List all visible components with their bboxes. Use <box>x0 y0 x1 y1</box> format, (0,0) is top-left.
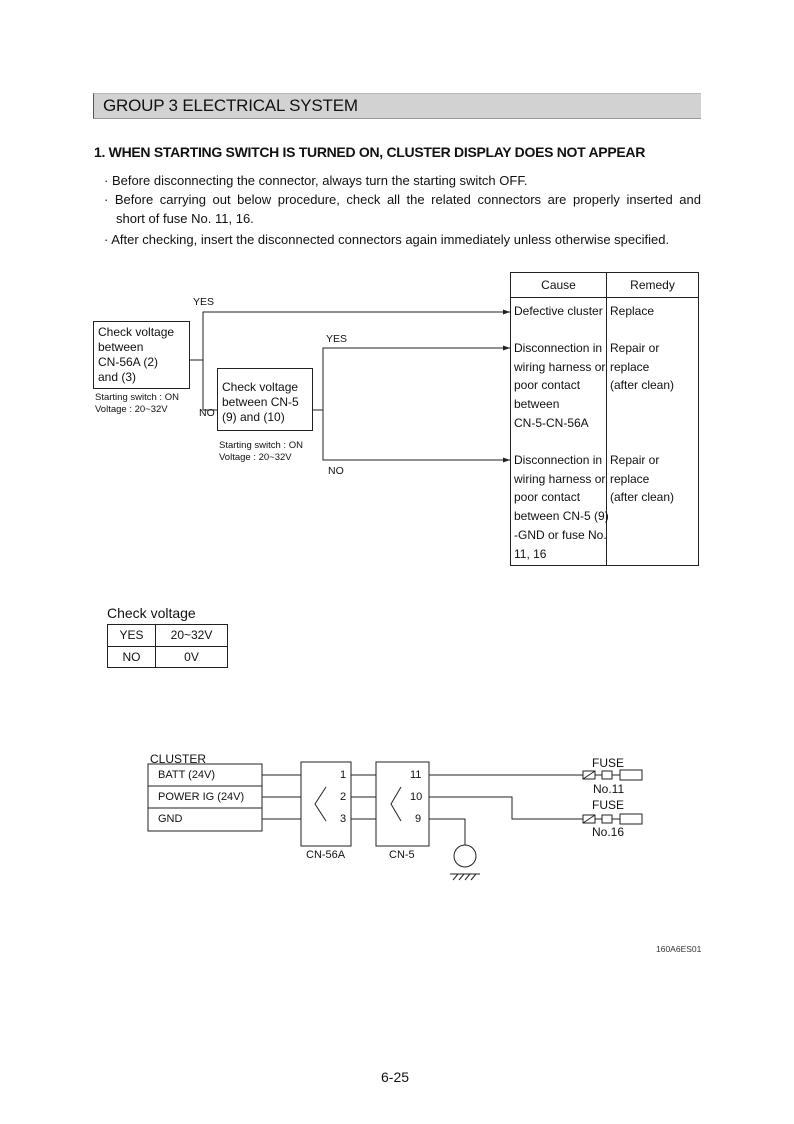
cause-line: poor contact <box>514 490 581 505</box>
cause-line: 11, 16 <box>514 546 547 561</box>
wire-to-ground <box>429 819 465 845</box>
no-line-1 <box>190 360 218 410</box>
fuse11-number: No.11 <box>593 782 625 796</box>
cause-line: Disconnection in <box>514 453 603 467</box>
ground-hatch <box>459 874 464 880</box>
cluster-row-gnd: GND <box>158 813 183 825</box>
check-box-2 <box>217 368 313 431</box>
cn56a-pin-2: 2 <box>340 791 347 803</box>
cn56a-mark <box>315 787 326 821</box>
remedy-cell-1 <box>610 302 654 321</box>
condition-1 <box>95 392 179 416</box>
cn5-label: CN-5 <box>389 849 415 861</box>
fuse16-holder <box>620 814 642 824</box>
cv-no: NO <box>122 650 141 664</box>
group-title: GROUP 3 ELECTRICAL SYSTEM <box>103 96 358 115</box>
remedy-line: (after clean) <box>610 378 675 393</box>
note-2-cont: short of fuse No. 11, 16. <box>116 211 254 226</box>
check-box-2-line: Check voltage <box>222 380 299 394</box>
drawing-code: 160A6ES01 <box>656 944 702 954</box>
condition-1-line: Starting switch : ON <box>95 392 179 403</box>
table-header-divider <box>511 297 698 298</box>
fuse16-body <box>602 815 612 823</box>
cn56a-label: CN-56A <box>306 849 346 861</box>
check-box-1 <box>93 321 190 389</box>
no-line-2 <box>313 410 510 460</box>
cv-row-divider <box>108 646 227 647</box>
ground-hatch <box>453 874 458 880</box>
fuse16-label: FUSE <box>592 798 625 812</box>
yes-line-1 <box>190 312 510 360</box>
cause-remedy-table <box>510 272 699 566</box>
arrow-3 <box>503 458 510 463</box>
cv-yes: YES <box>119 628 144 642</box>
ground-hatch <box>465 874 470 880</box>
note-2: · Before carrying out below procedure, check all the related connectors are properly inserted and <box>104 192 701 207</box>
cause-line: -GND or fuse No. <box>514 527 607 542</box>
yes-label-1: YES <box>193 296 215 308</box>
cluster-label: CLUSTER <box>150 752 207 766</box>
header-cause: Cause <box>541 278 576 292</box>
page-number: 6-25 <box>381 1069 410 1085</box>
remedy-line: Repair or replace <box>610 453 660 486</box>
cause-line: wiring harness or <box>514 471 606 486</box>
wiring-diagram <box>0 740 794 890</box>
remedy-line: (after clean) <box>610 490 675 505</box>
remedy-cell-2 <box>610 339 698 395</box>
cause-line: wiring harness or <box>514 359 606 374</box>
cn5-pin-9: 9 <box>415 813 422 825</box>
section-title: 1. WHEN STARTING SWITCH IS TURNED ON, CLUSTER DISPLAY DOES NOT APPEAR <box>94 144 646 160</box>
note-1: · Before disconnecting the connector, always turn the starting switch OFF. <box>104 173 528 188</box>
fuse16-terminal-mark <box>583 815 595 823</box>
check-box-2-line: (9) and (10) <box>222 410 285 424</box>
cause-line: between <box>514 397 560 412</box>
cn5-mark <box>391 787 401 821</box>
check-voltage-table <box>107 624 228 668</box>
check-box-1-line: between <box>98 340 144 354</box>
remedy-line: Replace <box>610 304 655 318</box>
note-3: · After checking, insert the disconnected connectors again immediately unless otherwise specified. <box>104 232 670 247</box>
check-box-2-line: between CN-5 <box>222 395 299 409</box>
ground-symbol <box>454 845 476 867</box>
remedy-line: Repair or replace <box>610 341 660 374</box>
header-remedy: Remedy <box>630 278 675 292</box>
no-label-1: NO <box>199 407 215 419</box>
arrow-1 <box>503 310 510 315</box>
cause-cell-3 <box>514 451 609 563</box>
cause-line: CN-5-CN-56A <box>514 415 589 430</box>
condition-1-line: Voltage : 20~32V <box>95 404 168 415</box>
cn5-pin-11: 11 <box>410 769 422 781</box>
cluster-row-batt: BATT (24V) <box>158 769 216 781</box>
fuse11-terminal-mark <box>583 771 595 779</box>
cn56a-pin-3: 3 <box>340 813 347 825</box>
cause-line: poor contact <box>514 378 581 393</box>
cluster-row-ig: POWER IG (24V) <box>158 791 245 803</box>
cause-cell-1 <box>514 302 603 321</box>
yes-line-2 <box>313 348 510 410</box>
cv-no-value: 0V <box>184 650 199 664</box>
cause-cell-2 <box>514 339 605 433</box>
check-box-1-line: and (3) <box>98 370 137 384</box>
check-voltage-title: Check voltage <box>107 605 196 621</box>
condition-2-line: Starting switch : ON <box>219 440 303 451</box>
fuse11-holder <box>620 770 642 780</box>
cause-line: between CN-5 (9) <box>514 509 609 524</box>
yes-label-2: YES <box>326 333 348 345</box>
remedy-cell-3 <box>610 451 698 507</box>
cause-line: Defective cluster <box>514 304 603 318</box>
check-box-1-line: Check voltage <box>98 325 175 339</box>
cn56a-pin-1: 1 <box>340 769 347 781</box>
check-box-1-line: CN-56A (2) <box>98 355 159 369</box>
condition-2-line: Voltage : 20~32V <box>219 452 292 463</box>
arrow-2 <box>503 346 510 351</box>
no-label-2: NO <box>328 465 344 477</box>
fuse16-number: No.16 <box>592 825 625 839</box>
cv-yes-value: 20~32V <box>170 628 213 642</box>
ground-hatch <box>471 874 476 880</box>
cause-line: Disconnection in <box>514 341 603 355</box>
cn5-pin-10: 10 <box>410 791 423 803</box>
fuse11-body <box>602 771 612 779</box>
wire-to-fuse16 <box>429 797 583 819</box>
fuse11-label: FUSE <box>592 756 625 770</box>
condition-2 <box>219 440 303 464</box>
